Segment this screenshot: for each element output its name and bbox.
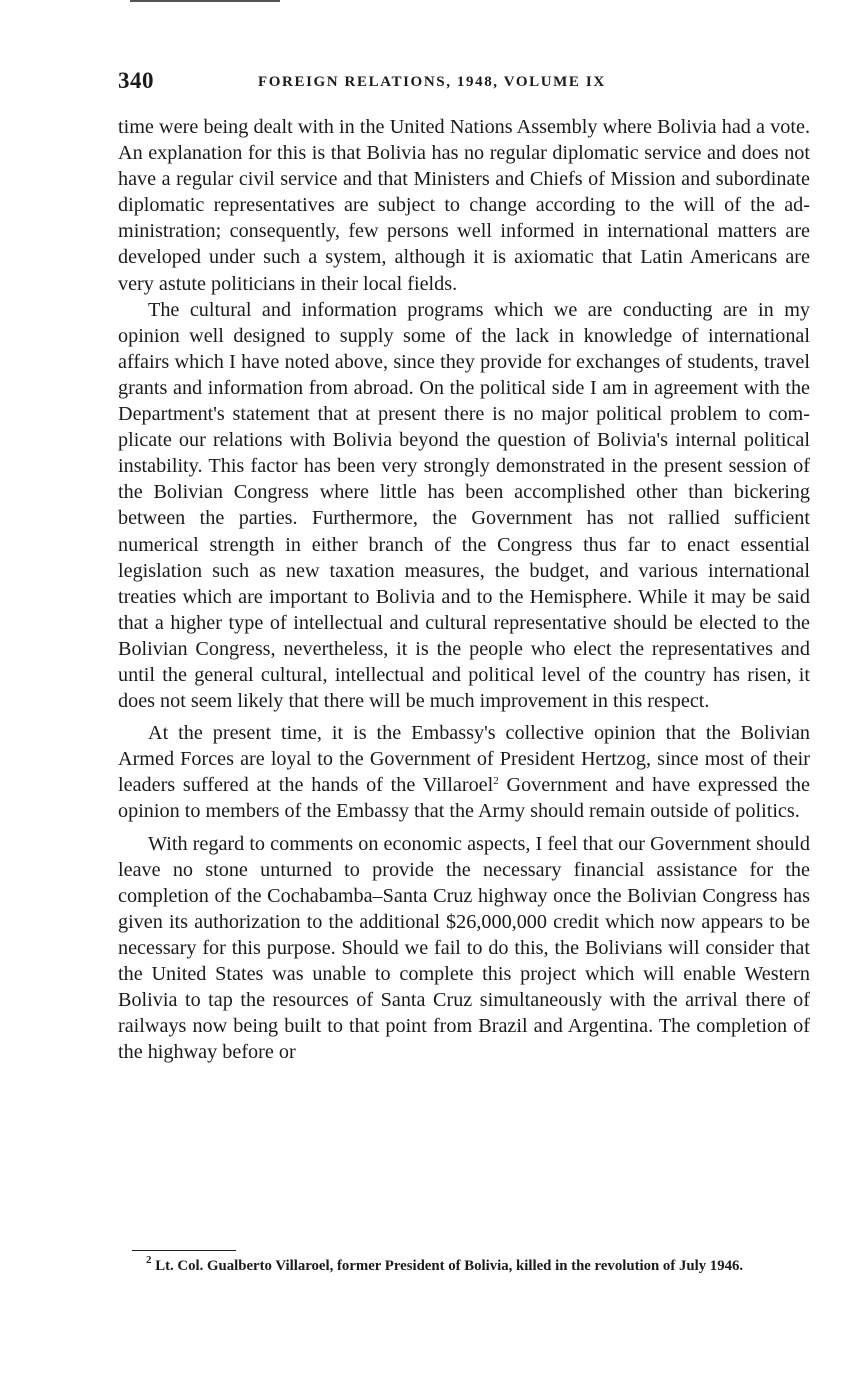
body-text [118, 114, 810, 1065]
footnote-divider [132, 1250, 236, 1251]
footnote-reference: 2 [493, 775, 499, 788]
running-head: FOREIGN RELATIONS, 1948, VOLUME IX [258, 74, 606, 90]
paragraph-cultural-programs: The cultural and information programs which we are conducting are in my opinion well designed to supply some of the lack in knowledge of international affairs which I have noted above, since they provide for exchanges of students, travel grants and information from abroad. On the political side I am in agreement with the Department's statement that at present there is no major political problem to complicate our relations with Bolivia beyond the question of Bolivia's internal political instability. This factor has been very strongly demonstrated in the present session of the Bolivian Congress where little has been accomplished other than bickering between the parties. Furthermore, the Government has not rallied sufficient numerical strength in either branch of the Congress thus far to enact essential legislation such as new taxation measures, the budget, and various international treaties which are important to Bolivia and to the Hemisphere. While it may be said that a higher type of intellectual and cultural representative should be elected to the Bolivian Congress, nevertheless, it is the people who elect the representatives and until the general cultural, intellectual and political level of the country has risen, it does not seem likely that there will be much improvement in this respect. [118, 298, 810, 713]
paragraph-armed-forces-text-after: Government and have expressed the opinion to members of the Embassy that the Army should remain outside of politics. [118, 774, 810, 823]
paragraph-armed-forces-text-before: At the present time, it is the Embassy's collective opinion that the Bolivian Armed Forces are loyal to the Government of President Hertzog, since most of their leaders suffered at the hands of the Villaroel [118, 722, 810, 797]
paragraph-economic-aspects: With regard to comments on economic aspects, I feel that our Government should leave no stone unturned to provide the necessary financial assistance for the completion of the Cochabamba–Santa Cruz highway once the Bolivian Congress has given its authorization to the additional $26,000,000 credit which now appears to be necessary for this purpose. Should we fail to do this, the Bolivians will consider that the United States was unable to complete this project which will enable Western Bolivia to tap the resources of Santa Cruz simultaneously with the arrival there of railways now being built to that point from Brazil and Argentina. The completion of the highway before or [118, 832, 810, 1064]
page-number: 340 [118, 68, 154, 93]
footnote [118, 1256, 812, 1277]
footnote-body [118, 1256, 812, 1277]
paragraph-continued: time were being dealt with in the United Nations Assembly where Bolivia had a vote. An explanation for this is that Bolivia has no regular diplomatic service and does not have a regular civil service and that Ministers and Chiefs of Mission and subordinate diplomatic representatives are subject to change according to the will of the administration; consequently, few persons well informed in international matters are developed under such a system, although it is axiomatic that Latin Americans are very astute politicians in their local fields. [118, 116, 810, 295]
top-edge-rule [130, 0, 280, 2]
footnote-text: Lt. Col. Gualberto Villaroel, former President of Bolivia, killed in the revolution of July 1946. [151, 1258, 744, 1274]
paragraph-armed-forces [118, 720, 810, 824]
page-header [118, 68, 808, 98]
footnote-marker: 2 [146, 1254, 152, 1266]
